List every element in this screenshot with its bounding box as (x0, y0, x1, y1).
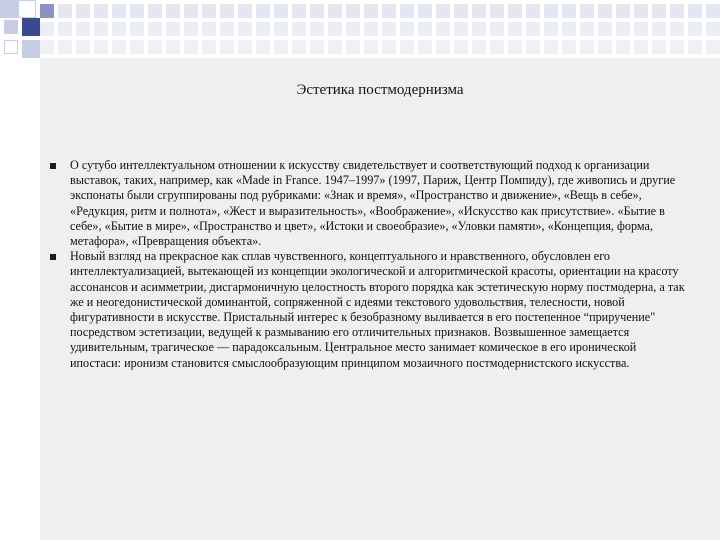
decorative-square (4, 40, 18, 54)
square-bullet-icon (50, 254, 56, 260)
decorative-square (40, 4, 54, 18)
slide-title: Эстетика постмодернизма (296, 82, 464, 98)
bullet-text: О сутубо интеллектуальном отношении к искусству свидетельствует и соответствующий подход к организации выставок, таких, например, как «Made in France. 1947–1997» (1997, Париж, Центр Помпиду), где живопись и другие экспонаты были сгруппированы под рубриками: «Знак и время», «Пространство и движение», «Вещь в себе», «Редукция, ритм и полнота», «Жест и выразительность», «Воображение», «Искусство как присутствие». «Бытие в себе», «Бытие в мире», «Пространство и цвет», «Истоки и своеобразие», «Уловки памяти», «Концепция, форма, метафора», «Превращения объекта». (70, 158, 676, 249)
list-item (48, 158, 690, 249)
decorative-square (22, 40, 40, 58)
decorative-square (4, 20, 18, 34)
decorative-square (0, 0, 18, 18)
bullet-list (48, 158, 690, 371)
decorative-square (18, 0, 36, 18)
list-item (48, 249, 690, 371)
square-bullet-icon (50, 163, 56, 169)
decorative-square-band (40, 40, 720, 54)
decorative-square-band (40, 22, 720, 36)
decorative-square-band (58, 4, 720, 18)
bullet-text: Новый взгляд на прекрасное как сплав чувственного, концептуального и нравственного, обусловлен его интеллектуализацией, вытекающей из концепции экологической и алгоритмической красоты, ориентации на красоту ассонансов и асимметрии, дисгармоничную целостность второго порядка как эстетическую норму постмодерна, а так же и неогедонистической доминантой, сопряженной с идеями текстового удовольствия, телесности, новой фигуративности в искусстве. Пристальный интерес к безобразному выливается в его постепенное “приручение" посредством эстетизации, ведущей к размыванию его отличительных признаков. Возвышенное замещается удивительным, трагическое — парадоксальным. Центральное место занимает комическое в его иронической ипостаси: иронизм становится смыслообразующим принципом мозаичного постмодернистского искусства. (70, 249, 685, 370)
decorative-square (22, 18, 40, 36)
